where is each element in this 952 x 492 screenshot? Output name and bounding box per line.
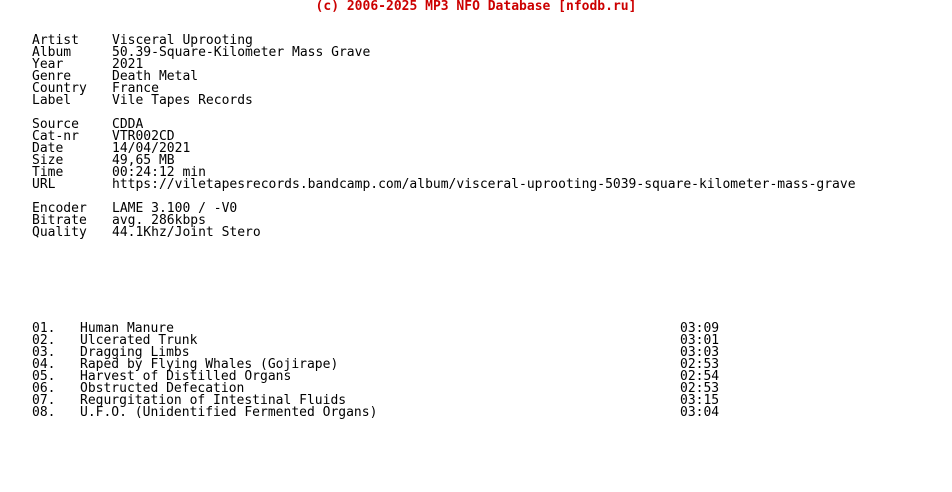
info-key: Time — [32, 165, 64, 180]
info-value: France — [112, 81, 159, 96]
info-key: Date — [32, 141, 64, 156]
info-key: Album — [32, 45, 72, 60]
track-number: 08. — [32, 405, 56, 420]
track-duration: 02:53 — [680, 357, 720, 372]
info-value: 44.1Khz/Joint Stero — [112, 225, 261, 240]
track-number: 06. — [32, 381, 56, 396]
info-key: URL — [32, 177, 56, 192]
info-row-quality — [32, 227, 932, 239]
encoding-info-block — [32, 203, 932, 239]
track-duration: 03:04 — [680, 405, 720, 420]
info-key: Label — [32, 93, 72, 108]
nfo-document — [32, 35, 932, 419]
track-row — [32, 407, 932, 419]
track-title: Raped by Flying Whales (Gojirape) — [80, 357, 339, 372]
info-value: Death Metal — [112, 69, 199, 84]
spacer — [32, 107, 932, 119]
release-info-block — [32, 35, 932, 107]
spacer — [32, 239, 932, 251]
info-value: LAME 3.100 / -V0 — [112, 201, 238, 216]
info-value: avg. 286kbps — [112, 213, 206, 228]
info-value: CDDA — [112, 117, 144, 132]
info-key: Genre — [32, 69, 72, 84]
info-key: Bitrate — [32, 213, 87, 228]
info-key: Artist — [32, 33, 79, 48]
info-key: Encoder — [32, 201, 87, 216]
track-title: Dragging Limbs — [80, 345, 190, 360]
spacer — [32, 299, 932, 311]
copyright-banner: (c) 2006-2025 MP3 NFO Database [nfodb.ru] — [315, 0, 637, 14]
track-duration: 03:15 — [680, 393, 720, 408]
tracklist — [32, 323, 932, 419]
track-number: 03. — [32, 345, 56, 360]
info-key: Country — [32, 81, 87, 96]
info-key: Size — [32, 153, 64, 168]
spacer — [32, 287, 932, 299]
info-row-genre — [32, 71, 932, 83]
track-title: Obstructed Defecation — [80, 381, 245, 396]
info-key: Quality — [32, 225, 87, 240]
url-value: https://viletapesrecords.bandcamp.com/album/visceral-uprooting-5039-square-kilometer-mass-grave — [112, 177, 856, 192]
track-number: 01. — [32, 321, 56, 336]
info-row-label — [32, 95, 932, 107]
info-key: Source — [32, 117, 79, 132]
track-title: Regurgitation of Intestinal Fluids — [80, 393, 347, 408]
track-title: Ulcerated Trunk — [80, 333, 198, 348]
info-value: 14/04/2021 — [112, 141, 191, 156]
info-row-url — [32, 179, 932, 191]
track-number: 07. — [32, 393, 56, 408]
track-duration: 03:01 — [680, 333, 720, 348]
track-number: 02. — [32, 333, 56, 348]
spacer — [32, 263, 932, 275]
track-duration: 03:09 — [680, 321, 720, 336]
track-number: 05. — [32, 369, 56, 384]
track-title: Human Manure — [80, 321, 174, 336]
track-number: 04. — [32, 357, 56, 372]
source-info-block — [32, 119, 932, 191]
info-row-album — [32, 47, 932, 59]
info-value: 49,65 MB — [112, 153, 175, 168]
spacer — [32, 251, 932, 263]
info-value: Visceral Uprooting — [112, 33, 253, 48]
track-title: Harvest of Distilled Organs — [80, 369, 292, 384]
track-duration: 02:54 — [680, 369, 720, 384]
track-duration: 02:53 — [680, 381, 720, 396]
info-value: 2021 — [112, 57, 144, 72]
info-value: VTR002CD — [112, 129, 175, 144]
info-key: Cat-nr — [32, 129, 79, 144]
track-duration: 03:03 — [680, 345, 720, 360]
spacer — [32, 275, 932, 287]
info-value: Vile Tapes Records — [112, 93, 253, 108]
info-value: 50.39-Square-Kilometer Mass Grave — [112, 45, 371, 60]
info-key: Year — [32, 57, 64, 72]
track-title: U.F.O. (Unidentified Fermented Organs) — [80, 405, 378, 420]
info-value: 00:24:12 min — [112, 165, 206, 180]
